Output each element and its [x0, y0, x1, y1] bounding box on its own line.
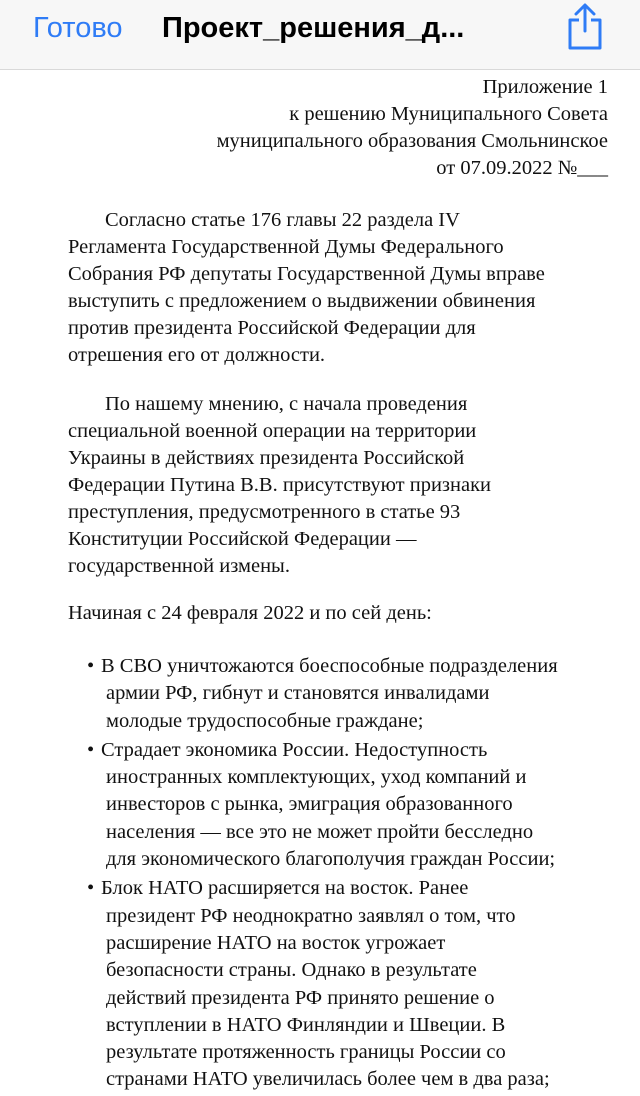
text-line: населения — все это не может пройти бесследно: [106, 820, 534, 843]
bullet-icon: •: [87, 738, 95, 761]
text-line: вступлении в НАТО Финляндии и Швеции. В: [106, 1013, 506, 1036]
text-line: расширение НАТО на восток угрожает: [106, 931, 446, 954]
appendix-line: к решению Муниципального Совета: [289, 103, 608, 125]
list-item: [87, 737, 558, 873]
appendix-line: муниципального образования Смольнинское: [216, 130, 608, 152]
text-line: Регламента Государственной Думы Федерального: [68, 236, 504, 258]
text-line: для экономического благополучия граждан России;: [106, 848, 556, 871]
text-line: инвесторов с рынка, эмиграция образованного: [106, 793, 513, 816]
text-line: Начиная с 24 февраля 2022 и по сей день:: [68, 602, 432, 624]
appendix-line: от 07.09.2022 №___: [436, 157, 608, 179]
text-line: президент РФ неоднократно заявлял о том, что: [106, 904, 516, 927]
text-line: Блок НАТО расширяется на восток. Ранее: [101, 877, 469, 900]
done-button[interactable]: Готово: [33, 12, 123, 44]
text-line: В СВО уничтожаются боеспособные подразделения: [101, 655, 558, 677]
list-item: [87, 653, 558, 735]
text-line: странами НАТО увеличилась более чем в два раза;: [106, 1068, 550, 1091]
share-button[interactable]: [561, 0, 609, 54]
paragraph-intro-list: [68, 600, 432, 627]
document-title: Проект_решения_д...: [162, 12, 465, 44]
paragraph-regulation: [68, 207, 545, 369]
bullet-icon: •: [87, 877, 95, 900]
text-line: Согласно статье 176 главы 22 раздела IV: [105, 209, 460, 231]
bullet-list: [87, 653, 558, 1096]
text-line: армии РФ, гибнут и становятся инвалидами: [106, 682, 490, 705]
navigation-bar: [0, 0, 640, 70]
text-line: против президента Российской Федерации для: [68, 317, 476, 339]
text-line: безопасности страны. Однако в результате: [106, 959, 477, 982]
text-line: Конституции Российской Федерации —: [68, 528, 417, 550]
share-icon: [561, 0, 609, 54]
text-line: молодые трудоспособные граждане;: [106, 709, 424, 732]
text-line: отрешения его от должности.: [68, 344, 326, 366]
text-line: специальной военной операции на территории: [68, 420, 477, 442]
appendix-line: Приложение 1: [482, 76, 608, 98]
text-line: действий президента РФ принято решение о: [106, 986, 495, 1009]
bullet-icon: •: [87, 655, 95, 677]
document-viewer[interactable]: [0, 70, 640, 1091]
text-line: иностранных комплектующих, уход компаний и: [106, 766, 527, 789]
text-line: результате протяженность границы России со: [106, 1041, 506, 1064]
text-line: Украины в действиях президента Российской: [68, 447, 465, 469]
paragraph-opinion: [68, 391, 491, 580]
text-line: Страдает экономика России. Недоступность: [101, 738, 488, 761]
text-line: Федерации Путина В.В. присутствуют признаки: [68, 474, 492, 496]
text-line: Собрания РФ депутаты Государственной Думы вправе: [68, 263, 545, 285]
text-line: выступить с предложением о выдвижении обвинения: [68, 290, 536, 312]
text-line: По нашему мнению, с начала проведения: [105, 393, 468, 415]
list-item: [87, 875, 558, 1093]
text-line: преступления, предусмотренного в статье 93: [68, 501, 461, 523]
appendix-header: [217, 74, 608, 182]
text-line: государственной измены.: [68, 555, 290, 577]
